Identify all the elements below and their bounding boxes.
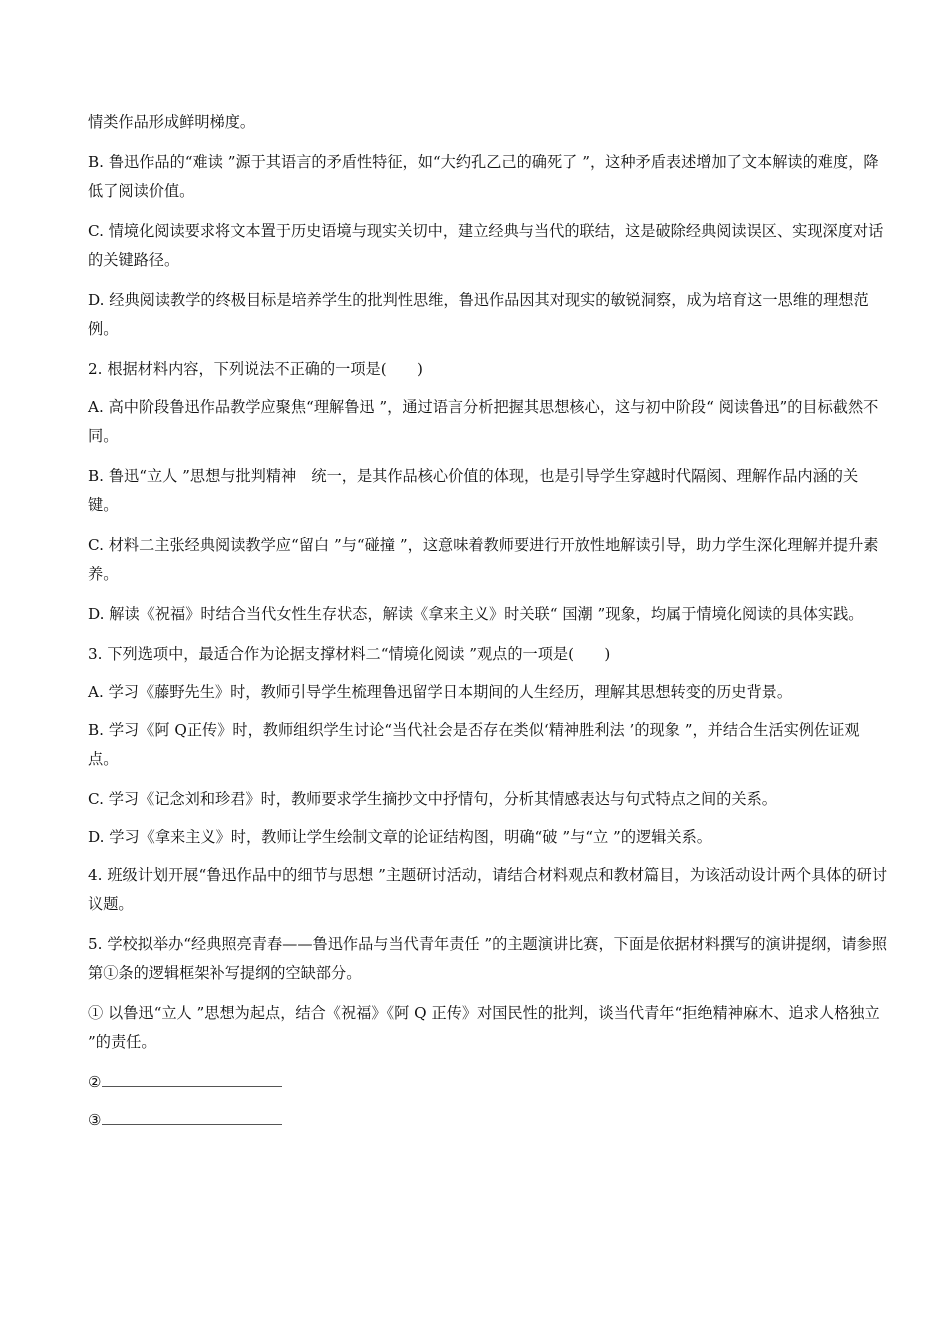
answer-blank-2[interactable] xyxy=(102,1072,282,1087)
q1-option-b: B. 鲁迅作品的“难读 ”源于其语言的矛盾性特征，如“大约孔乙己的确死了 ”，这种矛盾表述增加了文本解读的难度，降低了阅读价值。 xyxy=(88,153,879,200)
q2-option-a: A. 高中阶段鲁迅作品教学应聚焦“理解鲁迅 ”，通过语言分析把握其思想核心，这与初中阶段“ 阅读鲁迅”的目标截然不同。 xyxy=(88,398,879,445)
question-2-stem: 2. 根据材料内容，下列说法不正确的一项是( ) xyxy=(88,360,423,378)
outline-item-1: ① 以鲁迅“立人 ”思想为起点，结合《祝福》《阿 Q 正传》对国民性的批判，谈当代青年“拒绝精神麻木、追求人格独立 ”的责任。 xyxy=(88,1004,880,1051)
q3-option-c: C. 学习《记念刘和珍君》时，教师要求学生摘抄文中抒情句，分析其情感表达与句式特点之间的关系。 xyxy=(88,790,777,808)
q2-option-c: C. 材料二主张经典阅读教学应“留白 ”与“碰撞 ”，这意味着教师要进行开放性地解读引导，助力学生深化理解并提升素养。 xyxy=(88,536,879,583)
outline-label-3: ③ xyxy=(88,1111,102,1129)
answer-blank-3[interactable] xyxy=(102,1110,282,1125)
question-3-stem: 3. 下列选项中，最适合作为论据支撑材料二“情境化阅读 ”观点的一项是( ) xyxy=(88,645,611,663)
question-5: 5. 学校拟举办“经典照亮青春——鲁迅作品与当代青年责任 ”的主题演讲比赛，下面是依据材料撰写的演讲提纲，请参照第①条的逻辑框架补写提纲的空缺部分。 xyxy=(88,935,888,982)
q3-option-b: B. 学习《阿 Q正传》时，教师组织学生讨论“当代社会是否存在类似‘精神胜利法 ’的现象 ”，并结合生活实例佐证观点。 xyxy=(88,721,860,768)
question-4: 4. 班级计划开展“鲁迅作品中的细节与思想 ”主题研讨活动，请结合材料观点和教材篇目，为该活动设计两个具体的研讨议题。 xyxy=(88,866,888,913)
option-a-continuation: 情类作品形成鲜明梯度。 xyxy=(88,113,256,131)
q3-option-a: A. 学习《藤野先生》时，教师引导学生梳理鲁迅留学日本期间的人生经历，理解其思想转变的历史背景。 xyxy=(88,683,793,701)
q3-option-d: D. 学习《拿来主义》时，教师让学生绘制文章的论证结构图，明确“破 ”与“立 ”的逻辑关系。 xyxy=(88,828,712,846)
q2-option-b: B. 鲁迅“立人 ”思想与批判精神 统一，是其作品核心价值的体现，也是引导学生穿越时代隔阂、理解作品内涵的关键。 xyxy=(88,467,859,514)
outline-item-2 xyxy=(88,1068,888,1097)
outline-item-3 xyxy=(88,1106,888,1135)
q2-option-d: D. 解读《祝福》时结合当代女性生存状态，解读《拿来主义》时关联“ 国潮 ”现象，均属于情境化阅读的具体实践。 xyxy=(88,605,864,623)
q1-option-c: C. 情境化阅读要求将文本置于历史语境与现实关切中，建立经典与当代的联结，这是破除经典阅读误区、实现深度对话的关键路径。 xyxy=(88,222,884,269)
outline-label-2: ② xyxy=(88,1073,102,1091)
document-page xyxy=(88,108,888,1144)
q1-option-d: D. 经典阅读教学的终极目标是培养学生的批判性思维，鲁迅作品因其对现实的敏锐洞察，成为培育这一思维的理想范例。 xyxy=(88,291,869,338)
